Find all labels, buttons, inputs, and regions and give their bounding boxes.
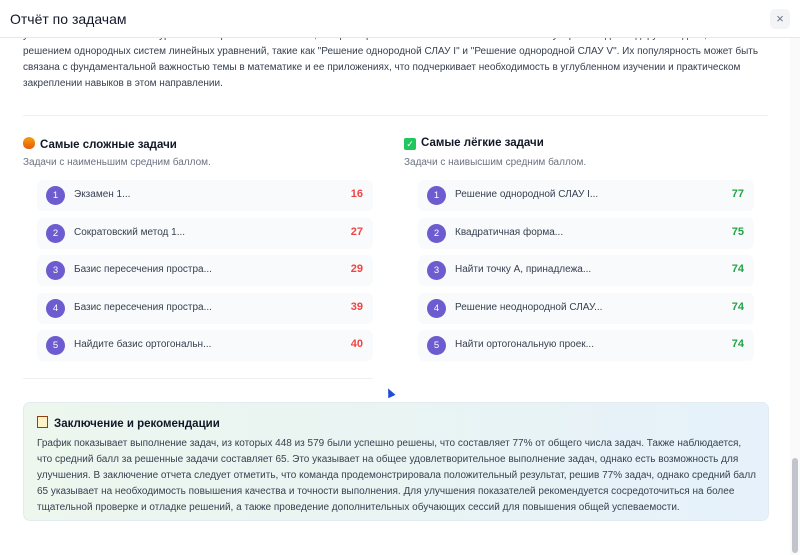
task-item[interactable]: [37, 218, 373, 249]
rank-badge: 4: [427, 299, 446, 318]
rank-badge: 1: [427, 186, 446, 205]
scrollbar[interactable]: [790, 38, 800, 555]
rank-badge: 2: [427, 224, 446, 243]
task-score: 74: [731, 263, 744, 275]
task-score: 40: [350, 338, 363, 350]
task-name: Сократовский метод 1...: [74, 226, 186, 238]
divider: [23, 115, 768, 116]
task-name: Квадратичная форма...: [455, 226, 564, 238]
task-item[interactable]: [418, 180, 754, 211]
task-score: 77: [731, 188, 744, 200]
rank-badge: 5: [46, 336, 65, 355]
task-name: Найти ортогональную проек...: [455, 339, 594, 350]
divider: [23, 378, 373, 379]
hardest-subtitle: Задачи с наименьшим средним баллом.: [23, 157, 211, 168]
task-item[interactable]: [418, 293, 754, 324]
task-item[interactable]: [418, 218, 754, 249]
task-item[interactable]: [37, 255, 373, 286]
task-name: Решение однородной СЛАУ I...: [455, 189, 599, 200]
rank-badge: 3: [46, 261, 65, 280]
task-score: 74: [731, 300, 744, 313]
hardest-title: Самые сложные задачи: [23, 137, 177, 151]
task-score: 74: [731, 338, 744, 350]
task-score: 29: [350, 263, 363, 275]
rank-badge: 1: [46, 186, 65, 205]
easiest-title: ✓ Самые лёгкие задачи: [404, 137, 544, 150]
easiest-subtitle: Задачи с наивысшим средним баллом.: [404, 157, 587, 168]
dialog-title: Отчёт по задачам: [10, 11, 127, 27]
task-score: 39: [350, 300, 363, 313]
task-score: 75: [731, 225, 744, 238]
scrollbar-thumb[interactable]: [792, 458, 798, 553]
rank-badge: 2: [46, 224, 65, 243]
conclusion-card: [23, 402, 769, 521]
close-button[interactable]: ×: [770, 9, 790, 29]
task-name: Найти точку A, принадлежа...: [455, 264, 592, 275]
task-item[interactable]: [418, 330, 754, 361]
task-name: Экзамен 1...: [74, 189, 131, 200]
rank-badge: 5: [427, 336, 446, 355]
dialog-header: [0, 0, 800, 38]
check-icon: ✓: [404, 138, 416, 150]
task-item[interactable]: [418, 255, 754, 286]
memo-icon: [37, 416, 48, 428]
task-score: 16: [350, 188, 363, 200]
task-name: Базис пересечения простра...: [74, 301, 212, 313]
conclusion-title: Заключение и рекомендации: [37, 416, 220, 430]
rank-badge: 3: [427, 261, 446, 280]
task-item[interactable]: [37, 180, 373, 211]
conclusion-text: График показывает выполнение задач, из которых 448 из 579 были успешно решены, что составляет 77% от общего числа задач. Также наблюдается, что средний балл за решенные задачи составляет 65. Это указывает на общее удовлетворительное выполнение задач, однако есть возможность для улучшения. В заключение отчета следует отметить, что команда продемонстрировала положительный результат, решив 77% задач, однако средний балл 65 указывает на необходимость повышения качества и точности выполнения. Для улучшения показателей рекомендуется сосредоточиться на более тщательной проверке и отладке решений, а также проведение дополнительных обучающих сессий для повышения общей успеваемости.: [37, 438, 756, 513]
report-body: [0, 38, 790, 555]
task-item[interactable]: [37, 330, 373, 361]
task-score: 27: [350, 225, 363, 238]
rank-badge: 4: [46, 299, 65, 318]
intro-text: решением однородных систем линейных уравнений, такие как "Решение однородной СЛАУ I" и "Решение однородной СЛАУ V". Их популярность может быть связана с фундаментальной важностью темы в математике и ее приложениях, что подчеркивает необходимость в углубленном изучении и практическом закреплении навыков в этом направлении.: [23, 46, 759, 89]
task-name: Базис пересечения простра...: [74, 264, 212, 275]
task-item[interactable]: [37, 293, 373, 324]
task-name: Решение неоднородной СЛАУ...: [455, 301, 603, 313]
task-name: Найдите базис ортогональн...: [74, 339, 212, 350]
fire-icon: [23, 137, 35, 149]
